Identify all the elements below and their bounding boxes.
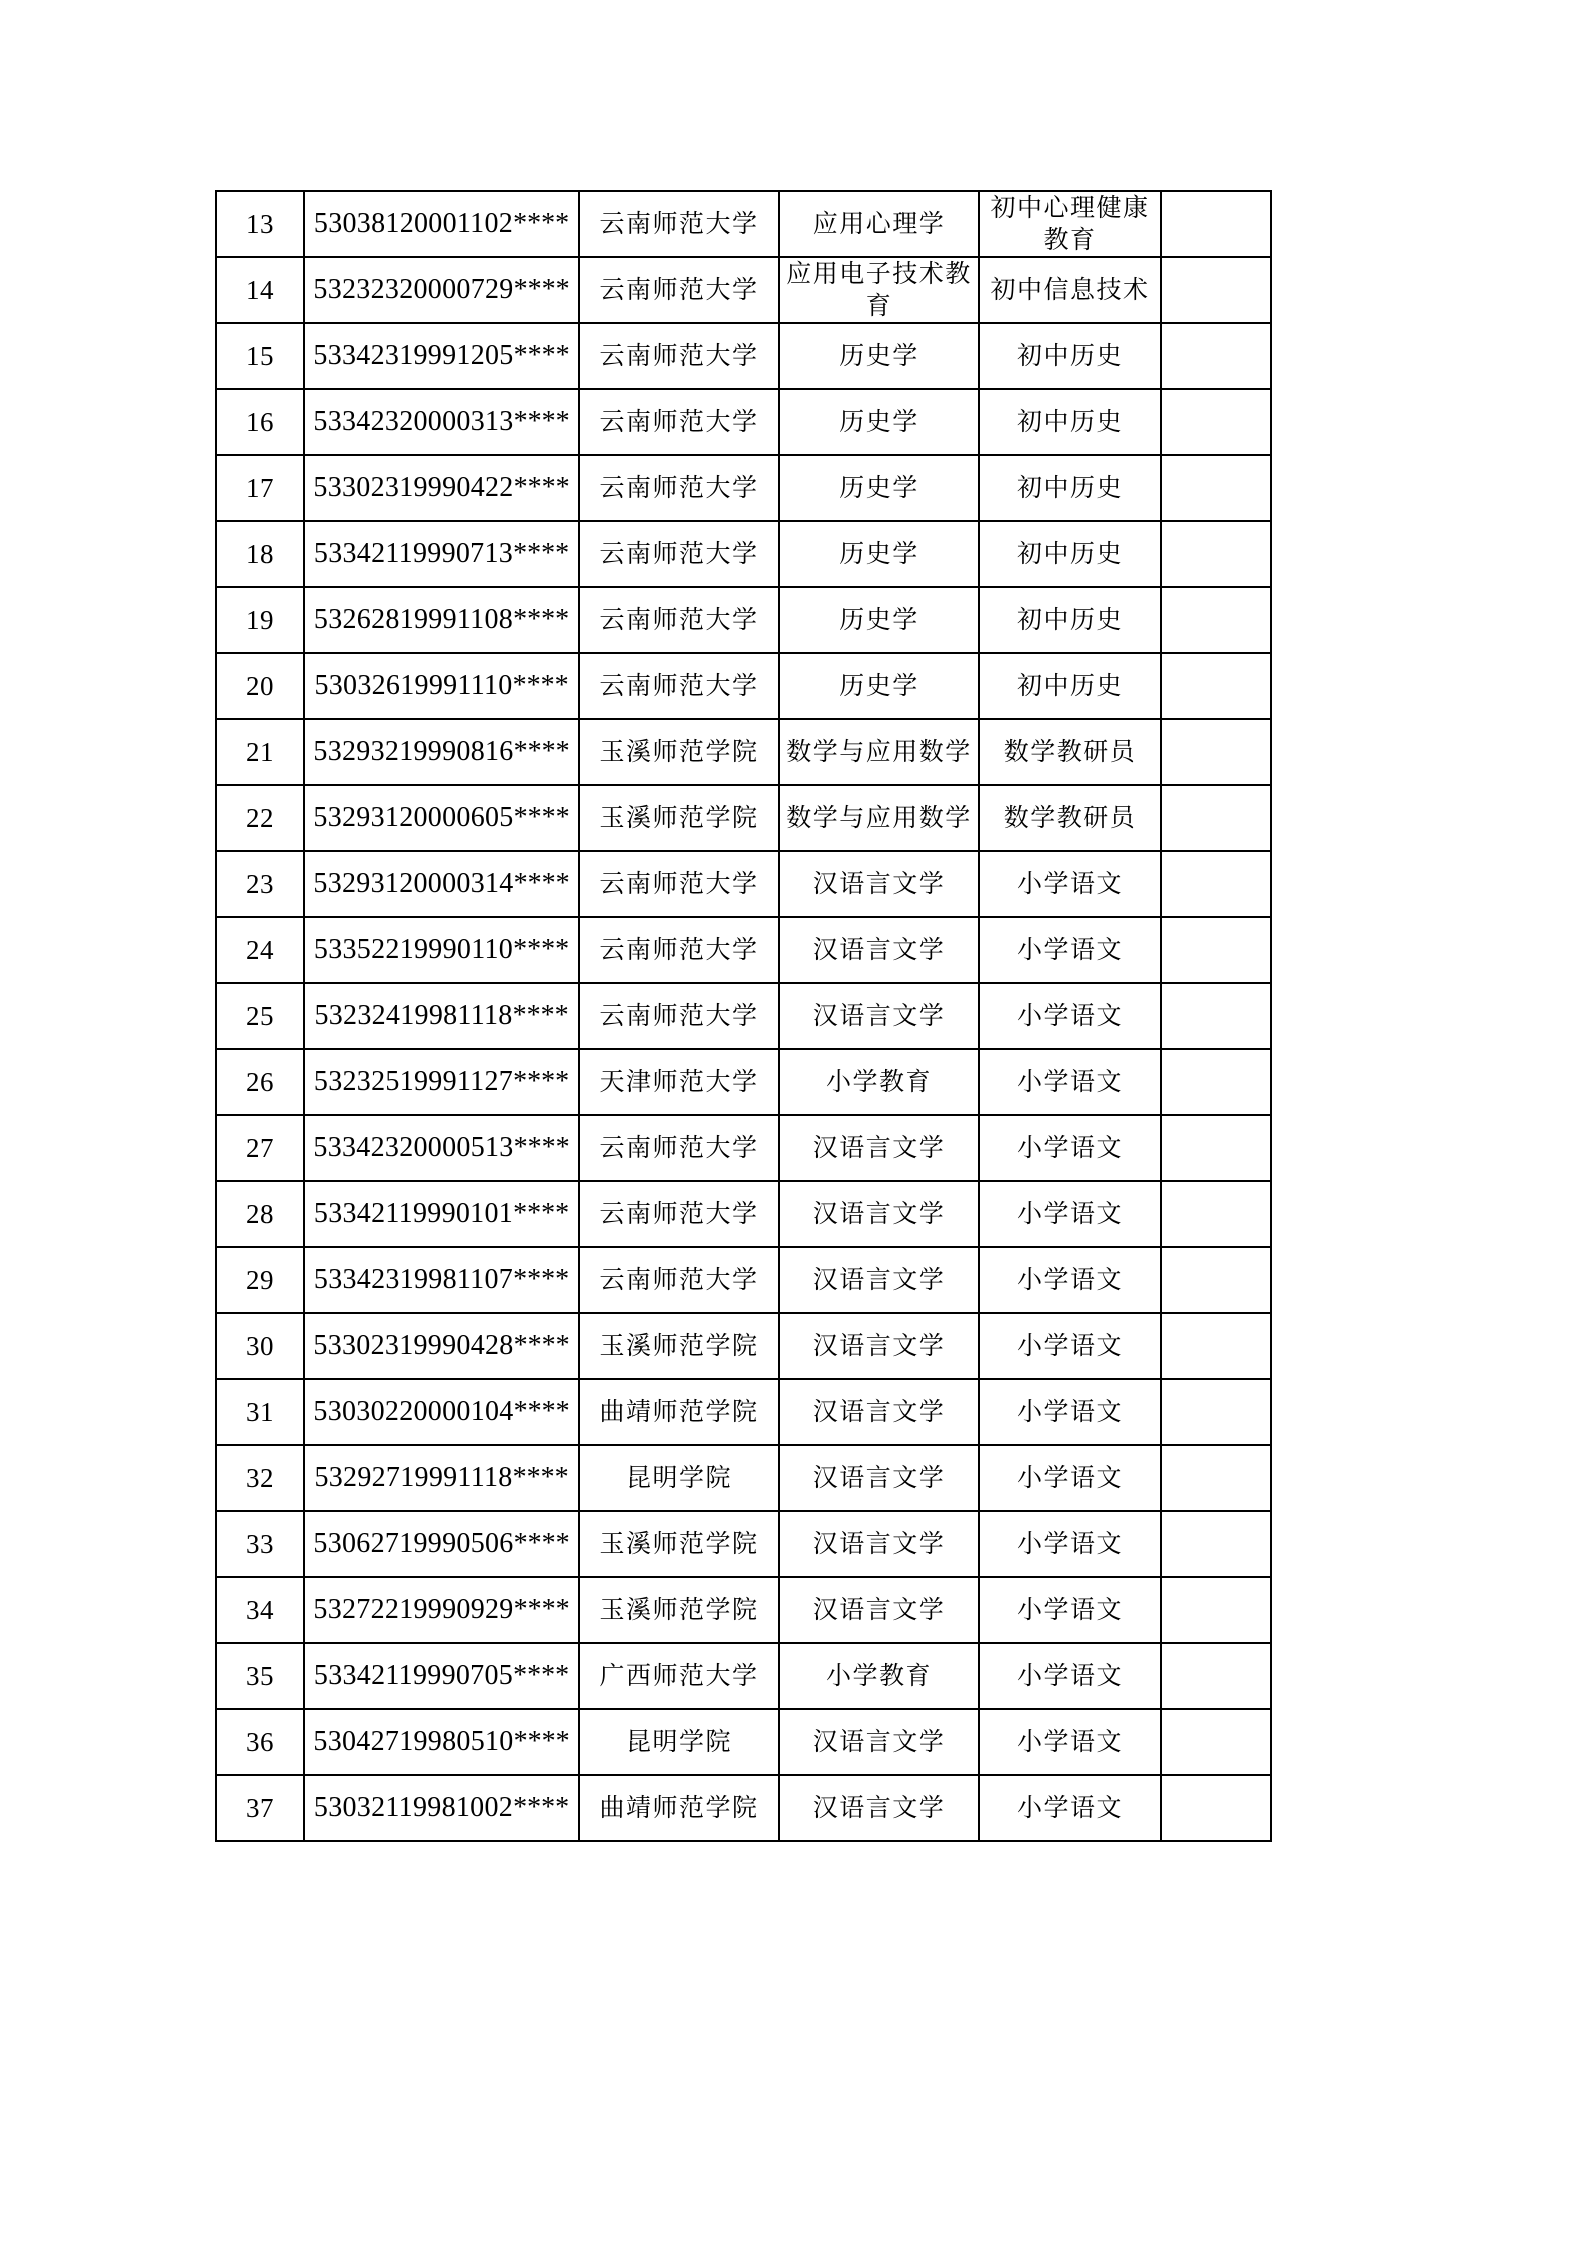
masked-digits: **** bbox=[513, 1726, 570, 1758]
cell-id-number: 53292719991118**** bbox=[304, 1445, 579, 1511]
cell-id-number: 53352219990110**** bbox=[304, 917, 579, 983]
cell-position: 小学语文 bbox=[979, 1775, 1161, 1841]
cell-position: 数学教研员 bbox=[979, 785, 1161, 851]
cell-position: 小学语文 bbox=[979, 1445, 1161, 1511]
cell-major: 应用电子技术教育 bbox=[779, 257, 979, 323]
masked-digits: **** bbox=[513, 934, 570, 966]
masked-digits: **** bbox=[513, 472, 570, 504]
cell-sequence-number: 33 bbox=[216, 1511, 304, 1577]
masked-digits: **** bbox=[513, 1198, 570, 1230]
cell-note bbox=[1161, 1115, 1271, 1181]
cell-position: 小学语文 bbox=[979, 851, 1161, 917]
table-row bbox=[216, 983, 1271, 1049]
masked-digits: **** bbox=[513, 1066, 570, 1098]
cell-note bbox=[1161, 1049, 1271, 1115]
cell-note bbox=[1161, 191, 1271, 257]
cell-position: 小学语文 bbox=[979, 1577, 1161, 1643]
cell-major: 汉语言文学 bbox=[779, 1379, 979, 1445]
cell-university: 云南师范大学 bbox=[579, 587, 779, 653]
cell-university: 昆明学院 bbox=[579, 1709, 779, 1775]
cell-university: 云南师范大学 bbox=[579, 1247, 779, 1313]
masked-digits: **** bbox=[513, 538, 570, 570]
masked-digits: **** bbox=[513, 1264, 570, 1296]
cell-major: 汉语言文学 bbox=[779, 1181, 979, 1247]
cell-major: 数学与应用数学 bbox=[779, 785, 979, 851]
cell-id-number: 53342119990713**** bbox=[304, 521, 579, 587]
table-row bbox=[216, 1247, 1271, 1313]
table-row bbox=[216, 257, 1271, 323]
cell-id-number: 53032619991110**** bbox=[304, 653, 579, 719]
table-row bbox=[216, 1115, 1271, 1181]
masked-digits: **** bbox=[512, 1462, 569, 1494]
cell-id-number: 53302319990422**** bbox=[304, 455, 579, 521]
cell-note bbox=[1161, 1577, 1271, 1643]
cell-note bbox=[1161, 1445, 1271, 1511]
cell-sequence-number: 25 bbox=[216, 983, 304, 1049]
cell-university: 曲靖师范学院 bbox=[579, 1775, 779, 1841]
cell-major: 汉语言文学 bbox=[779, 1775, 979, 1841]
cell-position: 小学语文 bbox=[979, 1511, 1161, 1577]
cell-major: 历史学 bbox=[779, 521, 979, 587]
cell-major: 汉语言文学 bbox=[779, 1313, 979, 1379]
cell-university: 广西师范大学 bbox=[579, 1643, 779, 1709]
cell-sequence-number: 13 bbox=[216, 191, 304, 257]
cell-sequence-number: 37 bbox=[216, 1775, 304, 1841]
cell-position: 小学语文 bbox=[979, 1181, 1161, 1247]
cell-position: 小学语文 bbox=[979, 1115, 1161, 1181]
cell-sequence-number: 20 bbox=[216, 653, 304, 719]
cell-sequence-number: 26 bbox=[216, 1049, 304, 1115]
masked-digits: **** bbox=[513, 1528, 570, 1560]
cell-note bbox=[1161, 917, 1271, 983]
cell-id-number: 53262819991108**** bbox=[304, 587, 579, 653]
masked-digits: **** bbox=[513, 1792, 570, 1824]
cell-note bbox=[1161, 1709, 1271, 1775]
table-row bbox=[216, 1709, 1271, 1775]
cell-university: 玉溪师范学院 bbox=[579, 1313, 779, 1379]
cell-id-number: 53302319990428**** bbox=[304, 1313, 579, 1379]
table-row bbox=[216, 1181, 1271, 1247]
cell-note bbox=[1161, 389, 1271, 455]
cell-major: 小学教育 bbox=[779, 1643, 979, 1709]
cell-sequence-number: 35 bbox=[216, 1643, 304, 1709]
masked-digits: **** bbox=[513, 274, 570, 306]
masked-digits: **** bbox=[513, 1660, 570, 1692]
table-row bbox=[216, 389, 1271, 455]
cell-note bbox=[1161, 785, 1271, 851]
cell-university: 云南师范大学 bbox=[579, 389, 779, 455]
cell-university: 云南师范大学 bbox=[579, 1181, 779, 1247]
cell-university: 云南师范大学 bbox=[579, 653, 779, 719]
masked-digits: **** bbox=[513, 868, 570, 900]
cell-id-number: 53232320000729**** bbox=[304, 257, 579, 323]
cell-major: 历史学 bbox=[779, 323, 979, 389]
cell-id-number: 53293219990816**** bbox=[304, 719, 579, 785]
masked-digits: **** bbox=[513, 208, 570, 240]
cell-position: 小学语文 bbox=[979, 1643, 1161, 1709]
table-row bbox=[216, 653, 1271, 719]
cell-major: 汉语言文学 bbox=[779, 983, 979, 1049]
cell-university: 云南师范大学 bbox=[579, 983, 779, 1049]
cell-major: 汉语言文学 bbox=[779, 851, 979, 917]
cell-major: 历史学 bbox=[779, 389, 979, 455]
cell-note bbox=[1161, 455, 1271, 521]
cell-position: 初中心理健康教育 bbox=[979, 191, 1161, 257]
cell-id-number: 53042719980510**** bbox=[304, 1709, 579, 1775]
cell-university: 玉溪师范学院 bbox=[579, 1511, 779, 1577]
cell-position: 小学语文 bbox=[979, 1709, 1161, 1775]
masked-digits: **** bbox=[513, 406, 570, 438]
cell-major: 汉语言文学 bbox=[779, 1247, 979, 1313]
masked-digits: **** bbox=[513, 1330, 570, 1362]
table-row bbox=[216, 719, 1271, 785]
masked-digits: **** bbox=[513, 604, 570, 636]
table-row bbox=[216, 1577, 1271, 1643]
cell-position: 小学语文 bbox=[979, 1313, 1161, 1379]
cell-position: 初中历史 bbox=[979, 587, 1161, 653]
cell-major: 历史学 bbox=[779, 587, 979, 653]
cell-note bbox=[1161, 1511, 1271, 1577]
cell-position: 小学语文 bbox=[979, 1049, 1161, 1115]
table-row bbox=[216, 1379, 1271, 1445]
cell-id-number: 53342319981107**** bbox=[304, 1247, 579, 1313]
masked-digits: **** bbox=[512, 1000, 569, 1032]
roster-table bbox=[215, 190, 1272, 1842]
cell-major: 数学与应用数学 bbox=[779, 719, 979, 785]
table-row bbox=[216, 455, 1271, 521]
cell-university: 云南师范大学 bbox=[579, 1115, 779, 1181]
cell-position: 小学语文 bbox=[979, 983, 1161, 1049]
table-row bbox=[216, 521, 1271, 587]
cell-sequence-number: 24 bbox=[216, 917, 304, 983]
table-row bbox=[216, 785, 1271, 851]
cell-note bbox=[1161, 983, 1271, 1049]
cell-id-number: 53030220000104**** bbox=[304, 1379, 579, 1445]
cell-sequence-number: 27 bbox=[216, 1115, 304, 1181]
table-row bbox=[216, 851, 1271, 917]
cell-sequence-number: 36 bbox=[216, 1709, 304, 1775]
cell-sequence-number: 14 bbox=[216, 257, 304, 323]
cell-university: 云南师范大学 bbox=[579, 455, 779, 521]
cell-position: 小学语文 bbox=[979, 917, 1161, 983]
cell-university: 云南师范大学 bbox=[579, 851, 779, 917]
cell-sequence-number: 21 bbox=[216, 719, 304, 785]
cell-id-number: 53038120001102**** bbox=[304, 191, 579, 257]
cell-sequence-number: 29 bbox=[216, 1247, 304, 1313]
cell-university: 云南师范大学 bbox=[579, 323, 779, 389]
masked-digits: **** bbox=[513, 736, 570, 768]
cell-position: 初中历史 bbox=[979, 521, 1161, 587]
cell-id-number: 53232519991127**** bbox=[304, 1049, 579, 1115]
cell-sequence-number: 32 bbox=[216, 1445, 304, 1511]
cell-sequence-number: 22 bbox=[216, 785, 304, 851]
cell-sequence-number: 17 bbox=[216, 455, 304, 521]
roster-table-container bbox=[215, 190, 1270, 1842]
cell-sequence-number: 34 bbox=[216, 1577, 304, 1643]
cell-university: 昆明学院 bbox=[579, 1445, 779, 1511]
cell-note bbox=[1161, 1247, 1271, 1313]
cell-university: 云南师范大学 bbox=[579, 191, 779, 257]
cell-major: 汉语言文学 bbox=[779, 1709, 979, 1775]
cell-position: 数学教研员 bbox=[979, 719, 1161, 785]
table-row bbox=[216, 1775, 1271, 1841]
cell-sequence-number: 15 bbox=[216, 323, 304, 389]
cell-note bbox=[1161, 521, 1271, 587]
cell-id-number: 53032119981002**** bbox=[304, 1775, 579, 1841]
cell-id-number: 53342119990101**** bbox=[304, 1181, 579, 1247]
cell-id-number: 53232419981118**** bbox=[304, 983, 579, 1049]
cell-position: 初中历史 bbox=[979, 389, 1161, 455]
masked-digits: **** bbox=[513, 340, 570, 372]
masked-digits: **** bbox=[513, 802, 570, 834]
cell-sequence-number: 16 bbox=[216, 389, 304, 455]
masked-digits: **** bbox=[513, 1396, 570, 1428]
cell-sequence-number: 31 bbox=[216, 1379, 304, 1445]
cell-university: 曲靖师范学院 bbox=[579, 1379, 779, 1445]
cell-major: 应用心理学 bbox=[779, 191, 979, 257]
cell-major: 汉语言文学 bbox=[779, 1577, 979, 1643]
cell-major: 汉语言文学 bbox=[779, 1511, 979, 1577]
cell-note bbox=[1161, 1643, 1271, 1709]
cell-sequence-number: 19 bbox=[216, 587, 304, 653]
cell-position: 小学语文 bbox=[979, 1379, 1161, 1445]
cell-sequence-number: 18 bbox=[216, 521, 304, 587]
cell-position: 初中历史 bbox=[979, 455, 1161, 521]
cell-university: 玉溪师范学院 bbox=[579, 719, 779, 785]
cell-major: 汉语言文学 bbox=[779, 917, 979, 983]
cell-id-number: 53293120000605**** bbox=[304, 785, 579, 851]
cell-sequence-number: 28 bbox=[216, 1181, 304, 1247]
cell-university: 玉溪师范学院 bbox=[579, 785, 779, 851]
cell-id-number: 53342320000313**** bbox=[304, 389, 579, 455]
cell-position: 小学语文 bbox=[979, 1247, 1161, 1313]
table-row bbox=[216, 1313, 1271, 1379]
roster-table-body bbox=[216, 191, 1271, 1841]
cell-note bbox=[1161, 719, 1271, 785]
cell-position: 初中信息技术 bbox=[979, 257, 1161, 323]
cell-note bbox=[1161, 1379, 1271, 1445]
cell-major: 汉语言文学 bbox=[779, 1115, 979, 1181]
cell-university: 云南师范大学 bbox=[579, 521, 779, 587]
masked-digits: **** bbox=[512, 670, 569, 702]
cell-note bbox=[1161, 851, 1271, 917]
cell-sequence-number: 23 bbox=[216, 851, 304, 917]
cell-position: 初中历史 bbox=[979, 323, 1161, 389]
cell-note bbox=[1161, 1775, 1271, 1841]
table-row bbox=[216, 917, 1271, 983]
cell-id-number: 53342320000513**** bbox=[304, 1115, 579, 1181]
cell-university: 玉溪师范学院 bbox=[579, 1577, 779, 1643]
cell-major: 历史学 bbox=[779, 653, 979, 719]
table-row bbox=[216, 1445, 1271, 1511]
table-row bbox=[216, 323, 1271, 389]
cell-note bbox=[1161, 323, 1271, 389]
cell-note bbox=[1161, 257, 1271, 323]
table-row bbox=[216, 1049, 1271, 1115]
cell-note bbox=[1161, 587, 1271, 653]
cell-sequence-number: 30 bbox=[216, 1313, 304, 1379]
cell-id-number: 53272219990929**** bbox=[304, 1577, 579, 1643]
cell-note bbox=[1161, 1181, 1271, 1247]
cell-major: 小学教育 bbox=[779, 1049, 979, 1115]
table-row bbox=[216, 587, 1271, 653]
masked-digits: **** bbox=[513, 1594, 570, 1626]
cell-id-number: 53062719990506**** bbox=[304, 1511, 579, 1577]
cell-university: 云南师范大学 bbox=[579, 257, 779, 323]
masked-digits: **** bbox=[513, 1132, 570, 1164]
table-row bbox=[216, 191, 1271, 257]
cell-id-number: 53342319991205**** bbox=[304, 323, 579, 389]
table-row bbox=[216, 1511, 1271, 1577]
cell-university: 云南师范大学 bbox=[579, 917, 779, 983]
cell-major: 历史学 bbox=[779, 455, 979, 521]
cell-note bbox=[1161, 1313, 1271, 1379]
cell-note bbox=[1161, 653, 1271, 719]
cell-id-number: 53342119990705**** bbox=[304, 1643, 579, 1709]
cell-id-number: 53293120000314**** bbox=[304, 851, 579, 917]
table-row bbox=[216, 1643, 1271, 1709]
cell-university: 天津师范大学 bbox=[579, 1049, 779, 1115]
cell-major: 汉语言文学 bbox=[779, 1445, 979, 1511]
cell-position: 初中历史 bbox=[979, 653, 1161, 719]
